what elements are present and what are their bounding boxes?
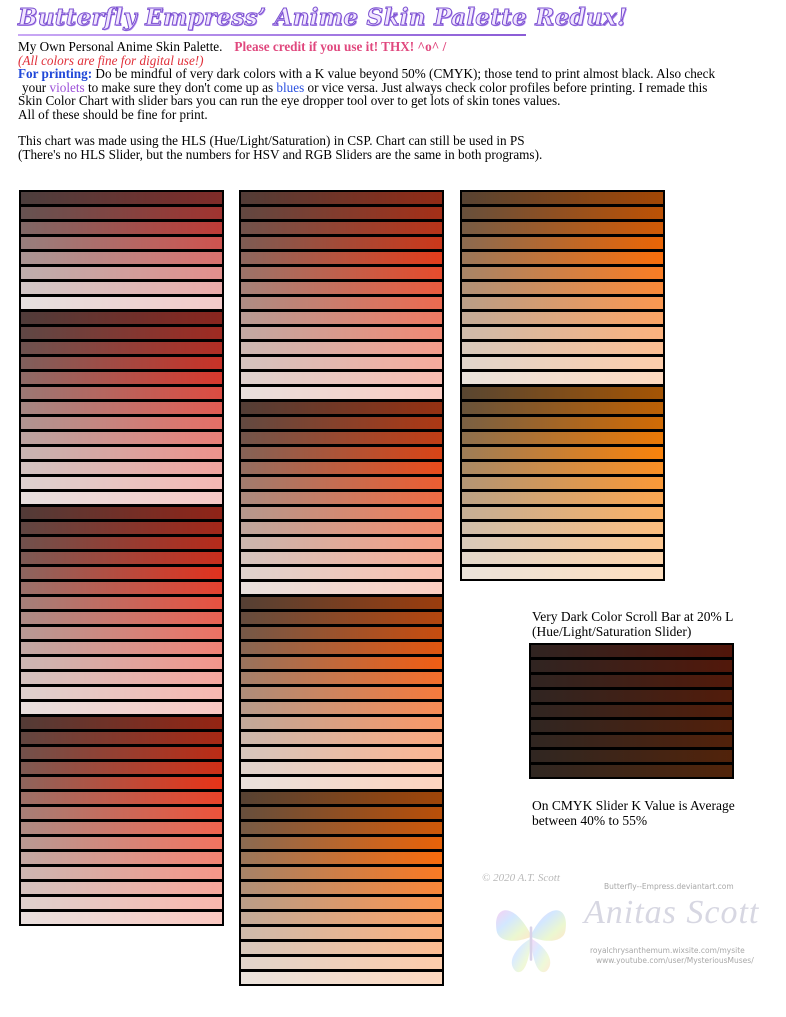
swatch-bar xyxy=(241,672,442,684)
swatch-bar xyxy=(21,237,222,249)
swatch-bar xyxy=(21,567,222,579)
swatch-bar xyxy=(462,552,663,564)
swatch-bar xyxy=(241,207,442,219)
swatch-bar xyxy=(21,477,222,489)
butterfly-icon xyxy=(488,892,574,978)
swatch-bar xyxy=(241,507,442,519)
swatch-bar xyxy=(21,192,222,204)
swatch-bar xyxy=(241,687,442,699)
swatch-bar xyxy=(241,372,442,384)
page-title: Butterfly Empress’ Anime Skin Palette Redux! xyxy=(18,4,628,31)
swatch-bar xyxy=(241,387,442,399)
printing-text-f: All of these should be fine for print. xyxy=(18,106,208,122)
swatch-bar xyxy=(241,237,442,249)
printing-text-a: Do be mindful of very dark colors with a K value beyond 50% (CMYK); those tend to print almost black. Also check xyxy=(95,66,716,81)
swatch-bar xyxy=(21,597,222,609)
swatch-bar xyxy=(21,912,222,924)
swatch-bar xyxy=(241,477,442,489)
swatch-bar xyxy=(462,417,663,429)
digital-note: (All colors are fine for digital use!) xyxy=(18,52,204,68)
swatch-bar xyxy=(21,327,222,339)
blues-word: blues xyxy=(276,79,305,95)
hls-line2: (There's no HLS Slider, but the numbers for HSV and RGB Sliders are the same in both programs). xyxy=(18,146,543,162)
swatch-bar xyxy=(21,837,222,849)
swatch-bar xyxy=(462,507,663,519)
cmyk-caption-2: between 40% to 55% xyxy=(532,813,648,828)
swatch-bar xyxy=(21,207,222,219)
swatch-bar xyxy=(21,522,222,534)
swatch-bar xyxy=(241,252,442,264)
swatch-bar xyxy=(531,765,732,777)
swatch-bar xyxy=(241,927,442,939)
swatch-bar xyxy=(531,660,732,672)
swatch-bar xyxy=(462,567,663,579)
swatch-bar xyxy=(241,867,442,879)
swatch-bar xyxy=(21,747,222,759)
swatch-bar xyxy=(21,777,222,789)
watermark xyxy=(480,872,780,984)
swatch-bar xyxy=(531,645,732,657)
dark-bar-caption-1: Very Dark Color Scroll Bar at 20% L xyxy=(532,609,734,624)
swatch-bar xyxy=(241,357,442,369)
swatch-bar xyxy=(241,567,442,579)
swatch-bar xyxy=(241,852,442,864)
swatch-bar xyxy=(241,462,442,474)
swatch-bar xyxy=(21,792,222,804)
swatch-bar xyxy=(241,777,442,789)
swatch-bar xyxy=(241,312,442,324)
swatch-bar xyxy=(531,750,732,762)
swatch-bar xyxy=(241,627,442,639)
swatch-bar xyxy=(241,192,442,204)
swatch-bar xyxy=(462,222,663,234)
swatch-bar xyxy=(21,282,222,294)
swatch-bar xyxy=(21,402,222,414)
swatch-bar xyxy=(462,537,663,549)
swatch-bar xyxy=(241,807,442,819)
swatch-bar xyxy=(462,402,663,414)
swatch-bar xyxy=(21,507,222,519)
swatch-bar xyxy=(21,657,222,669)
intro-line1: My Own Personal Anime Skin Palette. xyxy=(18,39,223,54)
swatch-bar xyxy=(531,675,732,687)
swatch-bar xyxy=(241,732,442,744)
swatch-bar xyxy=(241,642,442,654)
swatch-bar xyxy=(462,267,663,279)
swatch-bar xyxy=(21,372,222,384)
swatch-bar xyxy=(21,822,222,834)
swatch-column-2 xyxy=(239,190,444,986)
swatch-bar xyxy=(241,717,442,729)
swatch-bar xyxy=(241,537,442,549)
swatch-bar xyxy=(21,627,222,639)
swatch-bar xyxy=(462,357,663,369)
swatch-bar xyxy=(241,447,442,459)
watermark-url-3: www.youtube.com/user/MysteriousMuses/ xyxy=(596,956,754,965)
swatch-bar xyxy=(21,342,222,354)
swatch-bar xyxy=(21,357,222,369)
swatch-bar xyxy=(21,582,222,594)
swatch-bar xyxy=(241,597,442,609)
swatch-bar xyxy=(531,720,732,732)
swatch-bar xyxy=(241,582,442,594)
printing-text-c: to make sure they don't come up as xyxy=(87,79,274,95)
swatch-bar xyxy=(21,672,222,684)
swatch-bar xyxy=(462,312,663,324)
swatch-bar xyxy=(21,882,222,894)
swatch-bar xyxy=(241,612,442,624)
watermark-url-2: royalchrysanthemum.wixsite.com/mysite xyxy=(590,946,745,955)
swatch-bar xyxy=(241,432,442,444)
title-underline xyxy=(18,34,526,36)
swatch-bar xyxy=(462,297,663,309)
swatch-bar xyxy=(21,267,222,279)
swatch-bar xyxy=(462,492,663,504)
hls-line1: This chart was made using the HLS (Hue/Light/Saturation) in CSP. Chart can still be used in PS xyxy=(18,133,525,148)
swatch-bar xyxy=(462,462,663,474)
swatch-bar xyxy=(21,462,222,474)
swatch-bar xyxy=(462,192,663,204)
swatch-bar xyxy=(21,897,222,909)
cmyk-caption xyxy=(532,798,735,828)
swatch-bar xyxy=(241,417,442,429)
swatch-bar xyxy=(21,852,222,864)
swatch-bar xyxy=(21,552,222,564)
swatch-bar xyxy=(241,342,442,354)
swatch-bar xyxy=(21,717,222,729)
swatch-bar xyxy=(531,735,732,747)
swatch-bar xyxy=(462,327,663,339)
watermark-url-1: Butterfly--Empress.deviantart.com xyxy=(604,882,734,891)
swatch-bar xyxy=(241,327,442,339)
swatch-bar xyxy=(21,447,222,459)
swatch-bar xyxy=(462,447,663,459)
swatch-bar xyxy=(241,552,442,564)
swatch-bar xyxy=(531,705,732,717)
swatch-bar xyxy=(21,762,222,774)
printing-text-d: or vice versa. Just always check color profiles before printing. I remade this xyxy=(307,79,708,95)
dark-swatch-column xyxy=(529,643,734,779)
swatch-bar xyxy=(462,387,663,399)
dark-bar-caption-2: (Hue/Light/Saturation Slider) xyxy=(532,624,692,639)
swatch-bar xyxy=(21,297,222,309)
swatch-bar xyxy=(462,282,663,294)
swatch-bar xyxy=(241,522,442,534)
violets-word: violets xyxy=(49,79,85,95)
swatch-bar xyxy=(462,207,663,219)
swatch-bar xyxy=(21,252,222,264)
swatch-bar xyxy=(21,222,222,234)
swatch-bar xyxy=(21,387,222,399)
swatch-bar xyxy=(241,912,442,924)
watermark-signature: Anitas Scott xyxy=(584,894,760,931)
swatch-bar xyxy=(241,657,442,669)
swatch-bar xyxy=(241,837,442,849)
swatch-bar xyxy=(21,867,222,879)
swatch-bar xyxy=(241,222,442,234)
swatch-bar xyxy=(21,732,222,744)
swatch-bar xyxy=(531,690,732,702)
swatch-bar xyxy=(241,267,442,279)
swatch-bar xyxy=(241,747,442,759)
printing-text-e: Skin Color Chart with slider bars you can run the eye dropper tool over to get lots of skin tones values. xyxy=(18,93,561,108)
swatch-bar xyxy=(21,612,222,624)
swatch-bar xyxy=(462,432,663,444)
swatch-bar xyxy=(462,237,663,249)
swatch-bar xyxy=(462,342,663,354)
cmyk-caption-1: On CMYK Slider K Value is Average xyxy=(532,798,735,813)
printing-text-b: your xyxy=(22,79,47,95)
swatch-bar xyxy=(241,762,442,774)
credit-notice: Please credit if you use it! THX! ^o^ / xyxy=(234,39,447,54)
intro-text xyxy=(18,40,778,161)
swatch-bar xyxy=(241,972,442,984)
swatch-column-1 xyxy=(19,190,224,926)
swatch-bar xyxy=(21,312,222,324)
swatch-bar xyxy=(241,822,442,834)
swatch-bar xyxy=(241,297,442,309)
swatch-bar xyxy=(462,522,663,534)
dark-bar-caption xyxy=(532,609,733,639)
swatch-bar xyxy=(21,432,222,444)
swatch-bar xyxy=(21,807,222,819)
swatch-bar xyxy=(241,402,442,414)
swatch-bar xyxy=(462,477,663,489)
printing-label: For printing: xyxy=(18,66,93,81)
swatch-bar xyxy=(462,372,663,384)
swatch-bar xyxy=(241,702,442,714)
swatch-bar xyxy=(241,897,442,909)
swatch-bar xyxy=(241,957,442,969)
swatch-bar xyxy=(241,492,442,504)
swatch-bar xyxy=(21,492,222,504)
swatch-bar xyxy=(21,642,222,654)
swatch-bar xyxy=(241,942,442,954)
swatch-bar xyxy=(21,537,222,549)
swatch-bar xyxy=(21,687,222,699)
swatch-column-3 xyxy=(460,190,665,581)
swatch-bar xyxy=(21,417,222,429)
swatch-bar xyxy=(241,282,442,294)
swatch-bar xyxy=(21,702,222,714)
watermark-date: © 2020 A.T. Scott xyxy=(482,872,560,884)
swatch-bar xyxy=(462,252,663,264)
swatch-bar xyxy=(241,882,442,894)
swatch-bar xyxy=(241,792,442,804)
